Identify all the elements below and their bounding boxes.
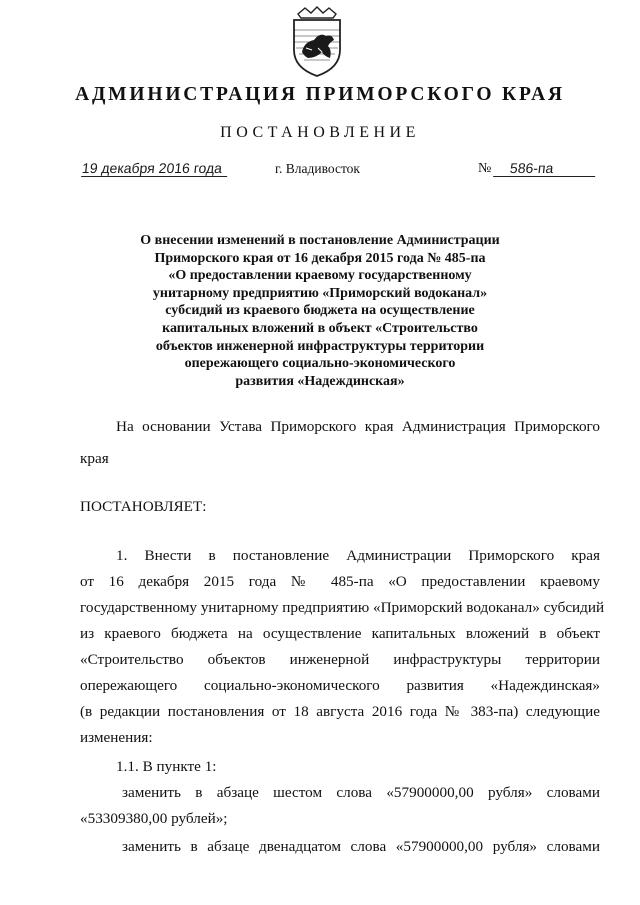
resolves-heading xyxy=(80,498,600,519)
body-line: «Строительство объектов инженерной инфраструктуры территории xyxy=(80,651,600,668)
body-line: от 16 декабря 2015 года № 485-па «О предоставлении краевому xyxy=(80,573,600,590)
document-type: ПОСТАНОВЛЕНИЕ xyxy=(220,124,420,141)
document-date: 19 декабря 2016 года xyxy=(81,160,229,177)
title-line: капитальных вложений в объект «Строительство xyxy=(162,320,478,336)
title-line: субсидий из краевого бюджета на осуществление xyxy=(165,303,475,319)
body-line: края xyxy=(80,450,109,467)
document-title xyxy=(120,232,520,390)
body-line: заменить в абзаце двенадцатом слова «57900000,00 рубля» словами xyxy=(122,838,600,855)
title-line: «О предоставлении краевому государственному xyxy=(168,268,472,284)
title-line: Приморского края от 16 декабря 2015 года № 485-па xyxy=(154,250,486,266)
body-line: из краевого бюджета на осуществление капитальных вложений в объект xyxy=(80,625,600,642)
body-line: На основании Устава Приморского края Администрация Приморского xyxy=(116,418,600,435)
sub-item-1-1 xyxy=(80,758,600,864)
title-line: объектов инженерной инфраструктуры территории xyxy=(155,338,485,354)
title-line: развития «Надеждинская» xyxy=(235,373,405,389)
title-line: опережающего социально-экономического xyxy=(184,356,456,372)
title-line: унитарному предприятию «Приморский водоканал» xyxy=(152,285,488,301)
primorsky-coat-of-arms-icon xyxy=(288,6,346,78)
body-line: «53309380,00 рублей»; xyxy=(80,810,228,827)
title-line: О внесении изменений в постановление Администрации xyxy=(140,233,500,248)
body-line: государственному унитарному предприятию «Приморский водоканал» субсидий xyxy=(80,599,605,616)
body-line: (в редакции постановления от 18 августа 2016 года № 383-па) следующие xyxy=(80,703,600,720)
body-line: изменения: xyxy=(80,729,153,746)
number-sign: № xyxy=(478,161,492,176)
body-line: опережающего социально-экономического развития «Надеждинская» xyxy=(80,677,600,694)
body-line: 1. Внести в постановление Администрации Приморского края xyxy=(116,547,600,564)
body-line: 1.1. В пункте 1: xyxy=(116,758,217,775)
document-number: 586-па xyxy=(493,160,597,177)
meta-row xyxy=(0,158,640,182)
document-city: г. Владивосток xyxy=(275,161,360,176)
authority-title: АДМИНИСТРАЦИЯ ПРИМОРСКОГО КРАЯ xyxy=(75,84,565,105)
basis-paragraph xyxy=(80,418,600,471)
item-1-paragraph xyxy=(80,547,605,755)
body-line: заменить в абзаце шестом слова «57900000,00 рубля» словами xyxy=(122,784,600,801)
resolves-text: ПОСТАНОВЛЯЕТ: xyxy=(80,498,207,515)
